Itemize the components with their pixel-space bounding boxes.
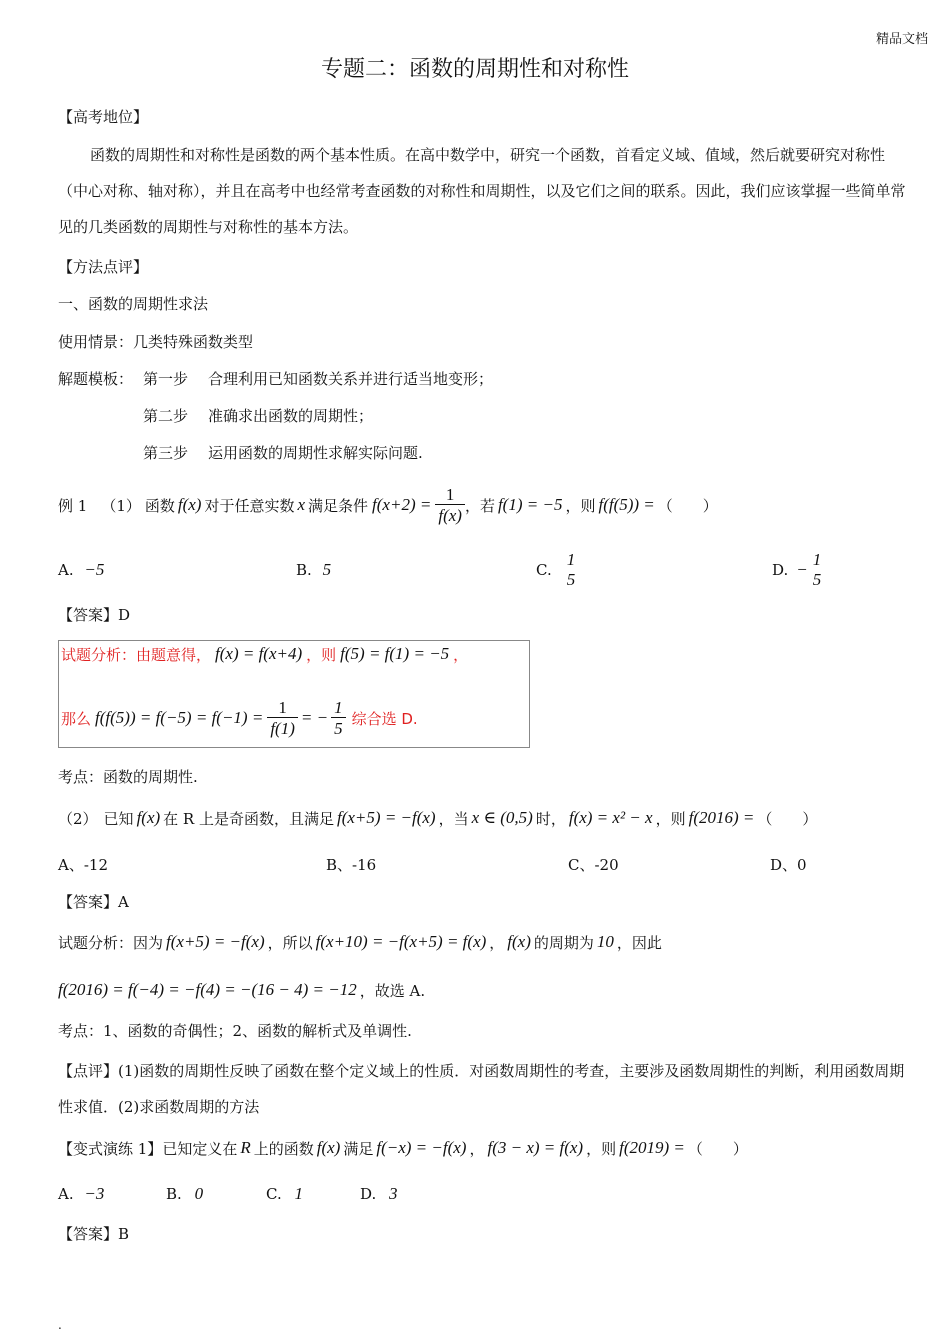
section-heading-method: 【方法点评】 xyxy=(58,258,149,276)
analysis-math: 10 xyxy=(596,932,614,951)
option-c xyxy=(266,1184,303,1204)
analysis-text: ，故选 A. xyxy=(359,981,426,1000)
fraction-denominator: f(1) xyxy=(267,717,298,738)
example-1-condition-fraction xyxy=(435,486,465,525)
answer-paren: （ ） xyxy=(757,809,818,828)
example-1-text: ，若 xyxy=(464,496,495,515)
fraction-denominator: 5 xyxy=(566,570,576,589)
analysis-math: f(2016) = f(−4) = −f(4) = −(16 − 4) = −12 xyxy=(58,980,357,999)
example-2-analysis-line-2 xyxy=(58,976,425,1004)
option-d xyxy=(360,1184,398,1204)
option-label: D. xyxy=(360,1185,377,1203)
example-2-math: f(2016) = xyxy=(688,808,755,827)
example-1-text: 函数 xyxy=(144,496,175,515)
example-1-answer: 【答案】D xyxy=(58,606,131,624)
example-2-analysis-line-1 xyxy=(58,928,662,956)
option-b xyxy=(166,1184,203,1204)
analysis-line-2 xyxy=(61,693,418,743)
example-1-text: ，则 xyxy=(565,496,596,515)
option-d-fraction xyxy=(810,551,825,589)
example-2-text: ，当 xyxy=(438,809,469,828)
option-value: 3 xyxy=(389,1184,398,1203)
header-tag: 精品文档 xyxy=(875,32,928,47)
analysis-text: 试题分析：因为 xyxy=(58,933,164,952)
comment-paragraph xyxy=(58,1053,914,1125)
example-2-text: ，则 xyxy=(655,809,686,828)
option-label: C. xyxy=(266,1185,282,1203)
answer-paren: （ ） xyxy=(687,1139,748,1158)
option-a xyxy=(58,560,104,580)
step-3-label: 第三步 xyxy=(143,444,189,462)
option-a xyxy=(58,1184,104,1204)
example-2-text: 时， xyxy=(535,809,566,828)
fraction-denominator: 5 xyxy=(812,570,822,589)
analysis-text: ，则 xyxy=(306,645,337,664)
option-value: −3 xyxy=(84,1184,105,1203)
option-label: C. xyxy=(536,561,552,579)
fraction-numerator: 1 xyxy=(812,550,822,570)
analysis-text: 试题分析：由题意得， xyxy=(61,645,212,664)
analysis-math: f(x) = f(x+4) xyxy=(215,644,303,663)
variant-text: ， xyxy=(469,1139,485,1158)
step-1-text: 合理利用已知函数关系并进行适当地变形； xyxy=(208,370,494,388)
comment-label: 【点评】 xyxy=(58,1062,119,1080)
example-1-math-fx: f(x) xyxy=(177,495,202,514)
example-2-question xyxy=(58,804,817,832)
option-label: B. xyxy=(296,561,312,579)
example-1-math-x: x xyxy=(297,495,306,514)
variant-text: ，则 xyxy=(586,1139,617,1158)
analysis-math: f(5) = f(1) = −5 xyxy=(340,644,450,663)
fraction-numerator: 1 xyxy=(445,484,455,504)
option-label: A. xyxy=(58,1185,74,1203)
analysis-text: ， xyxy=(453,645,469,664)
footer-dot: . xyxy=(58,1318,62,1332)
variant-math: f(−x) = −f(x) xyxy=(376,1138,467,1157)
example-1-ask: f(f(5)) = xyxy=(598,495,655,514)
example-2-math: f(x) = x² − x xyxy=(568,808,653,827)
example-1-text: 对于任意实数 xyxy=(204,496,295,515)
example-1-analysis-box xyxy=(58,640,530,748)
analysis-fraction xyxy=(267,699,298,738)
example-2-text: 在 R 上是奇函数，且满足 xyxy=(163,809,334,828)
analysis-math: = − xyxy=(300,708,329,727)
step-2-label: 第二步 xyxy=(143,407,189,425)
variant-1-label: 【变式演练 1】 xyxy=(58,1139,163,1158)
analysis-line-1 xyxy=(61,643,468,665)
example-1-kaodian: 考点：函数的周期性. xyxy=(58,768,198,786)
example-2-math: f(x) xyxy=(136,808,161,827)
analysis-text: ，因此 xyxy=(616,933,662,952)
example-2-math: x ∈ (0,5) xyxy=(471,808,533,827)
answer-paren: （ ） xyxy=(657,496,718,515)
analysis-math: f(x+5) = −f(x) xyxy=(166,932,265,951)
example-2-kaodian: 考点：1、函数的奇偶性；2、函数的解析式及单调性. xyxy=(58,1022,412,1040)
option-value: 0 xyxy=(194,1184,204,1203)
option-d xyxy=(772,546,824,594)
analysis-math: f(x) xyxy=(507,932,531,951)
part-heading-periodicity: 一、函数的周期性求法 xyxy=(58,295,209,313)
variant-math: f(x) xyxy=(316,1138,341,1157)
option-c xyxy=(536,546,578,594)
option-sign: − xyxy=(796,560,808,579)
fraction-numerator: 1 xyxy=(566,550,576,570)
analysis-text: ， xyxy=(489,933,505,952)
variant-math: R xyxy=(240,1138,251,1157)
option-b: B、-16 xyxy=(326,856,377,874)
example-2-text: 已知 xyxy=(103,809,134,828)
example-1-condition-lhs: f(x+2) = xyxy=(372,495,432,514)
analysis-math: f(x+10) = −f(x+5) = f(x) xyxy=(315,932,487,951)
option-label: A. xyxy=(58,561,74,579)
example-2-sub: （2） xyxy=(58,809,98,828)
variant-1-question xyxy=(58,1134,748,1162)
option-label: B. xyxy=(166,1185,182,1203)
intro-paragraph: 函数的周期性和对称性是函数的两个基本性质。在高中数学中，研究一个函数，首看定义域、值域，然后就要研究对称性（中心对称、轴对称），并且在高考中也经常考查函数的对称性和周期性，以及它们之间的联系。因此，我们应该掌握一些简单常见的几类函数的周期性与对称性的基本方法。 xyxy=(58,146,906,236)
option-value: 5 xyxy=(322,560,332,579)
option-value: −5 xyxy=(84,560,105,579)
fraction-denominator: f(x) xyxy=(435,504,465,525)
example-1-sub: （1） xyxy=(101,496,141,515)
usage-line: 使用情景：几类特殊函数类型 xyxy=(58,333,254,351)
comment-text: (1)函数的周期性反映了函数在整个定义域上的性质．对函数周期性的考查，主要涉及函数周期性的判断，利用函数周期性求值．(2)求函数周期的方法 xyxy=(58,1062,905,1116)
example-1-text: 满足条件 xyxy=(308,496,369,515)
variant-1-answer: 【答案】B xyxy=(58,1225,130,1243)
page-title: 专题二：函数的周期性和对称性 xyxy=(320,57,629,82)
analysis-text: 综合选 D. xyxy=(351,709,418,728)
example-2-answer: 【答案】A xyxy=(58,893,129,911)
example-2-math: f(x+5) = −f(x) xyxy=(337,808,436,827)
analysis-text: 的周期为 xyxy=(533,933,594,952)
option-a: A、-12 xyxy=(58,856,108,874)
variant-math: f(3 − x) = f(x) xyxy=(487,1138,584,1157)
example-1-given: f(1) = −5 xyxy=(497,495,563,514)
analysis-fraction xyxy=(331,699,346,738)
template-label: 解题模板： xyxy=(58,370,134,388)
example-1-question xyxy=(58,480,718,530)
analysis-text: ，所以 xyxy=(267,933,313,952)
option-b xyxy=(296,560,331,580)
step-3-text: 运用函数的周期性求解实际问题. xyxy=(208,444,423,462)
analysis-text: 那么 xyxy=(61,709,92,728)
analysis-math: f(f(5)) = f(−5) = f(−1) = xyxy=(95,708,264,727)
option-value: 1 xyxy=(294,1184,303,1203)
option-d: D、0 xyxy=(770,856,807,874)
option-c-fraction xyxy=(564,551,579,589)
variant-text: 已知定义在 xyxy=(162,1139,238,1158)
option-c: C、-20 xyxy=(568,856,619,874)
step-1-label: 第一步 xyxy=(143,370,189,388)
variant-text: 上的函数 xyxy=(253,1139,314,1158)
example-1-label: 例 1 xyxy=(58,496,88,515)
variant-text: 满足 xyxy=(343,1139,374,1158)
fraction-denominator: 5 xyxy=(331,717,346,738)
step-2-text: 准确求出函数的周期性； xyxy=(208,407,374,425)
fraction-numerator: 1 xyxy=(334,697,343,717)
variant-math: f(2019) = xyxy=(619,1138,685,1157)
section-heading-gaokao: 【高考地位】 xyxy=(58,108,149,126)
fraction-numerator: 1 xyxy=(278,697,287,717)
option-label: D. xyxy=(772,561,789,579)
